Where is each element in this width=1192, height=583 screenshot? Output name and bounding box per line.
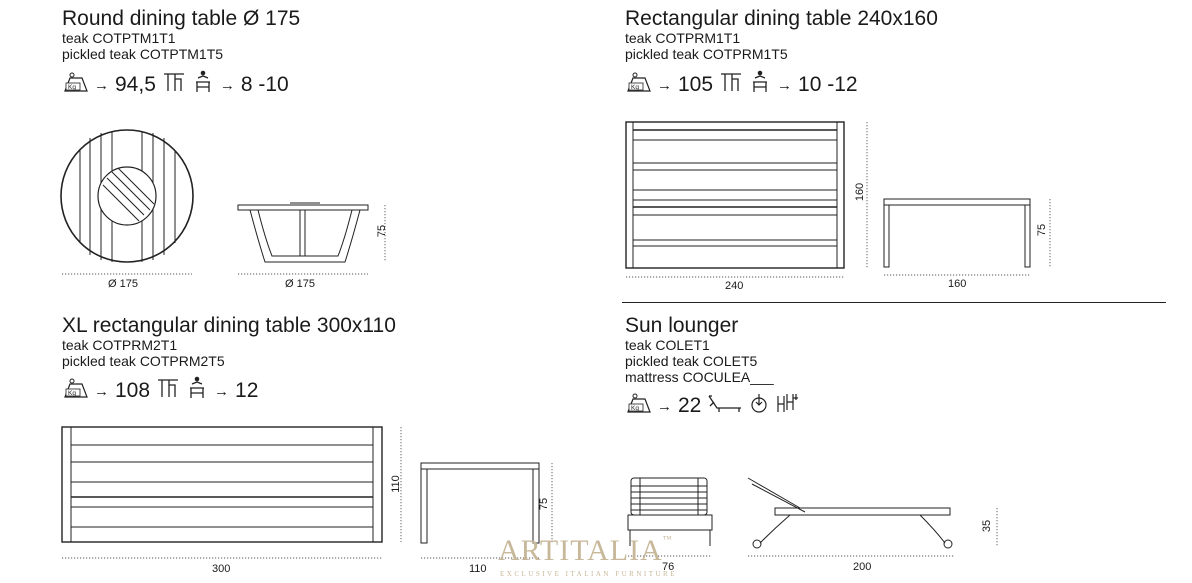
rect-table-side-view bbox=[884, 199, 1030, 267]
dim-xl-side-width: 110 bbox=[469, 563, 487, 575]
product-title: XL rectangular dining table 300x110 bbox=[62, 314, 396, 337]
dim-xl-width: 300 bbox=[212, 563, 231, 575]
weight-value: 108 bbox=[115, 379, 151, 402]
xl-table-top-view bbox=[62, 427, 382, 542]
arrow-icon: → bbox=[219, 76, 235, 94]
arrow-icon: → bbox=[777, 76, 793, 94]
weight-value: 105 bbox=[678, 73, 714, 96]
dim-rect-depth: 160 bbox=[854, 182, 867, 202]
product-code-teak: teak COTPRM2T1 bbox=[62, 337, 178, 353]
product-code-teak: teak COLET1 bbox=[625, 337, 710, 353]
dim-round-side: Ø 175 bbox=[285, 278, 315, 290]
seats-value: 10 -12 bbox=[798, 73, 858, 96]
dim-rect-width: 240 bbox=[725, 280, 744, 292]
seats-value: 8 -10 bbox=[240, 73, 289, 96]
weight-value: 22 bbox=[678, 394, 702, 417]
dim-lounger-width: 76 bbox=[662, 561, 675, 573]
product-code-pickled: pickled teak COTPRM1T5 bbox=[625, 46, 788, 62]
lounger-side-view bbox=[748, 478, 952, 548]
weight-value: 94,5 bbox=[115, 73, 156, 96]
product-title: Rectangular dining table 240x160 bbox=[625, 7, 938, 30]
rect-table-top-view bbox=[626, 122, 844, 268]
product-code-pickled: pickled teak COTPRM2T5 bbox=[62, 353, 225, 369]
brand-tagline: EXCLUSIVE ITALIAN FURNITURE bbox=[500, 570, 677, 578]
product-code-teak: teak COTPTM1T1 bbox=[62, 30, 176, 46]
arrow-icon: → bbox=[214, 382, 230, 400]
product-code-teak: teak COTPRM1T1 bbox=[625, 30, 741, 46]
arrow-icon: → bbox=[657, 397, 672, 415]
dimension-lines bbox=[62, 122, 1050, 558]
dim-round-height: 75 bbox=[376, 224, 389, 238]
seats-value: 12 bbox=[235, 379, 259, 402]
xl-table-side-view bbox=[421, 463, 539, 543]
product-code-mattress: mattress COCULEA___ bbox=[625, 369, 774, 385]
svg-text:Kg: Kg bbox=[68, 84, 76, 91]
brand-name-b: ITALIA bbox=[559, 534, 663, 567]
product-code-pickled: pickled teak COLET5 bbox=[625, 353, 758, 369]
trademark: ™ bbox=[662, 534, 672, 544]
dim-xl-height: 75 bbox=[538, 497, 551, 511]
round-table-side-view bbox=[238, 203, 368, 262]
dim-rect-side-width: 160 bbox=[948, 278, 967, 290]
arrow-icon: → bbox=[94, 76, 109, 94]
dim-lounger-length: 200 bbox=[853, 561, 872, 573]
svg-text:Kg: Kg bbox=[631, 84, 639, 91]
product-title: Round dining table Ø 175 bbox=[62, 7, 301, 30]
svg-text:Kg: Kg bbox=[68, 390, 76, 397]
dim-lounger-height: 35 bbox=[981, 519, 994, 533]
product-title: Sun lounger bbox=[625, 314, 739, 337]
svg-text:Kg: Kg bbox=[631, 405, 639, 412]
round-table-top-view bbox=[61, 130, 193, 262]
dim-rect-height: 75 bbox=[1036, 223, 1049, 237]
arrow-icon: → bbox=[94, 382, 109, 400]
brand-name-a: ART bbox=[498, 534, 560, 567]
product-code-pickled: pickled teak COTPTM1T5 bbox=[62, 46, 224, 62]
dim-xl-depth: 110 bbox=[389, 475, 402, 493]
dim-round-top: Ø 175 bbox=[108, 278, 138, 290]
arrow-icon: → bbox=[657, 76, 672, 94]
